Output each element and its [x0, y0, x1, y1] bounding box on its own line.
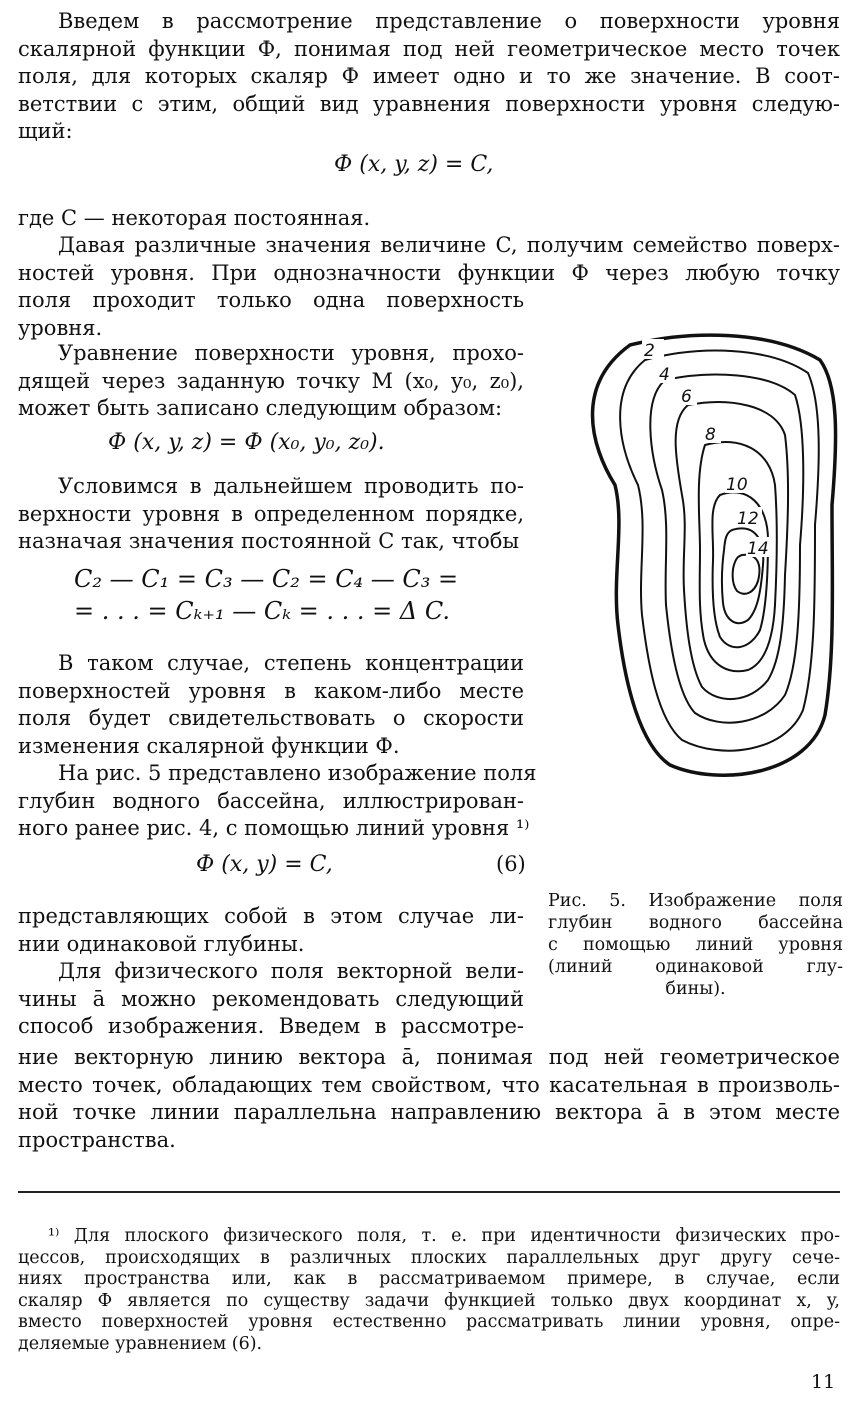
text-line: назначая значения постоянной C так, чтобы [18, 529, 520, 553]
text-line: способ изображения. Введем в рассмотре- [18, 1014, 524, 1038]
contour-2 [620, 351, 819, 751]
text-line: поверхностей уровня в каком-либо месте [18, 678, 524, 703]
footnote-line: деляемые уравнением (6). [18, 1333, 263, 1354]
text-line: скалярной функции Ф, понимая под ней геометрическое место точек [18, 36, 840, 61]
text-line: Уравнение поверхности уровня, прохо- [58, 341, 524, 365]
footnote-line: ¹⁾ Для плоского физического поля, т. е. при идентичности физических про- [48, 1226, 840, 1246]
caption-line: с помощью линий уровня [548, 935, 843, 955]
text-line: поля будет свидетельствовать о скорости [18, 706, 524, 730]
equation-number: (6) [496, 852, 526, 876]
paragraph-family-narrow [18, 287, 524, 342]
equation-differences-line-2: = . . . = Cₖ₊₁ — Cₖ = . . . = Δ C. [74, 597, 451, 625]
text-line: Давая различные значения величине C, получим семейство поверх- [58, 233, 840, 257]
paragraph-concentration [18, 650, 524, 760]
text-line: щий: [18, 119, 73, 143]
text-line: уровня. [18, 315, 103, 340]
text-line: дящей через заданную точку M (x₀, y₀, z₀), [18, 368, 524, 393]
footnote-line: цессов, происходящих в различных плоских параллельных друг другу сече- [18, 1247, 840, 1268]
paragraph-family [18, 232, 840, 287]
paragraph-lines [18, 903, 524, 958]
text-line: Введем в рассмотрение представление о поверхности уровня [58, 9, 840, 33]
contour-14 [733, 555, 760, 594]
footnote-line: ниях пространства или, как в рассматриваемом примере, в случае, если [18, 1269, 840, 1289]
text-line: ной точке линии параллельна направлению вектора ā в этом месте [18, 1100, 840, 1124]
figure-depth-contours [570, 325, 845, 795]
page-number: 11 [811, 1371, 836, 1393]
contour-label: 14 [747, 539, 769, 559]
text-line: чины ā можно рекомендовать следующий [18, 986, 524, 1011]
text-line: ветствии с этим, общий вид уравнения поверхности уровня следую- [18, 91, 840, 116]
text-line: поля, для которых скаляр Ф имеет одно и то же значение. В соот- [18, 64, 840, 88]
text-line: ного ранее рис. 4, с помощью линий уровня ¹⁾ [18, 816, 530, 840]
text-line: может быть записано следующим образом: [18, 396, 503, 420]
footnote-divider [18, 1191, 840, 1193]
footnote [18, 1226, 840, 1355]
caption-line: глубин водного бассейна [548, 913, 843, 933]
footnote-line: вместо поверхностей уровня естественно рассматривать линии уровня, опре- [18, 1312, 840, 1332]
contour-label: 6 [681, 387, 692, 407]
contour-label: 8 [705, 425, 716, 445]
equation-point: Ф (x, y, z) = Ф (x₀, y₀, z₀). [108, 430, 385, 455]
footnote-line: скаляр Ф является по существу задачи функцией только двух координат x, y, [18, 1290, 840, 1311]
contour-label: 10 [726, 475, 748, 495]
equation-surface: Ф (x, y, z) = C, [334, 152, 494, 177]
contour-label: 4 [659, 365, 670, 385]
text-line: На рис. 5 представлено изображение поля [58, 761, 537, 785]
text-line: В таком случае, степень концентрации [58, 651, 524, 675]
equation-differences-line-1: C₂ — C₁ = C₃ — C₂ = C₄ — C₃ = [74, 565, 459, 593]
caption-line: (линий одинаковой глу- [548, 957, 843, 977]
paragraph-figure-reference [18, 760, 537, 843]
text-line: верхности уровня в определенном порядке, [18, 501, 524, 526]
text-line: ние векторную линию вектора ā, понимая под ней геометрическое [18, 1045, 840, 1069]
caption-line: бины). [665, 979, 726, 999]
paragraph-where [18, 205, 840, 233]
text-line: Для физического поля векторной вели- [58, 959, 524, 983]
text-line: представляющих собой в этом случае ли- [18, 904, 524, 928]
paragraph-vector-full [18, 1044, 840, 1154]
text-line: нии одинаковой глубины. [18, 931, 305, 956]
paragraph-point [18, 340, 524, 423]
equation-level-lines: Ф (x, y) = C, [196, 852, 333, 877]
text-line: Условимся в дальнейшем проводить по- [58, 474, 524, 498]
paragraph-agree [18, 473, 524, 556]
text-line: где C — некоторая постоянная. [18, 206, 371, 230]
contour-label: 12 [737, 509, 759, 529]
caption-line: Рис. 5. Изображение поля [548, 891, 843, 911]
paragraph-level-surface-intro [18, 8, 840, 146]
text-line: ностей уровня. При однозначности функции Ф через любую точку [18, 260, 840, 285]
text-line: изменения скалярной функции Ф. [18, 733, 400, 758]
text-line: пространства. [18, 1127, 176, 1152]
figure-caption [548, 890, 843, 1000]
paragraph-vector-narrow [18, 958, 524, 1041]
text-line: поля проходит только одна поверхность [18, 288, 524, 312]
text-line: место точек, обладающих тем свойством, что касательная в произволь- [18, 1072, 840, 1097]
text-line: глубин водного бассейна, иллюстрирован- [18, 788, 524, 813]
contour-label: 2 [644, 341, 655, 361]
